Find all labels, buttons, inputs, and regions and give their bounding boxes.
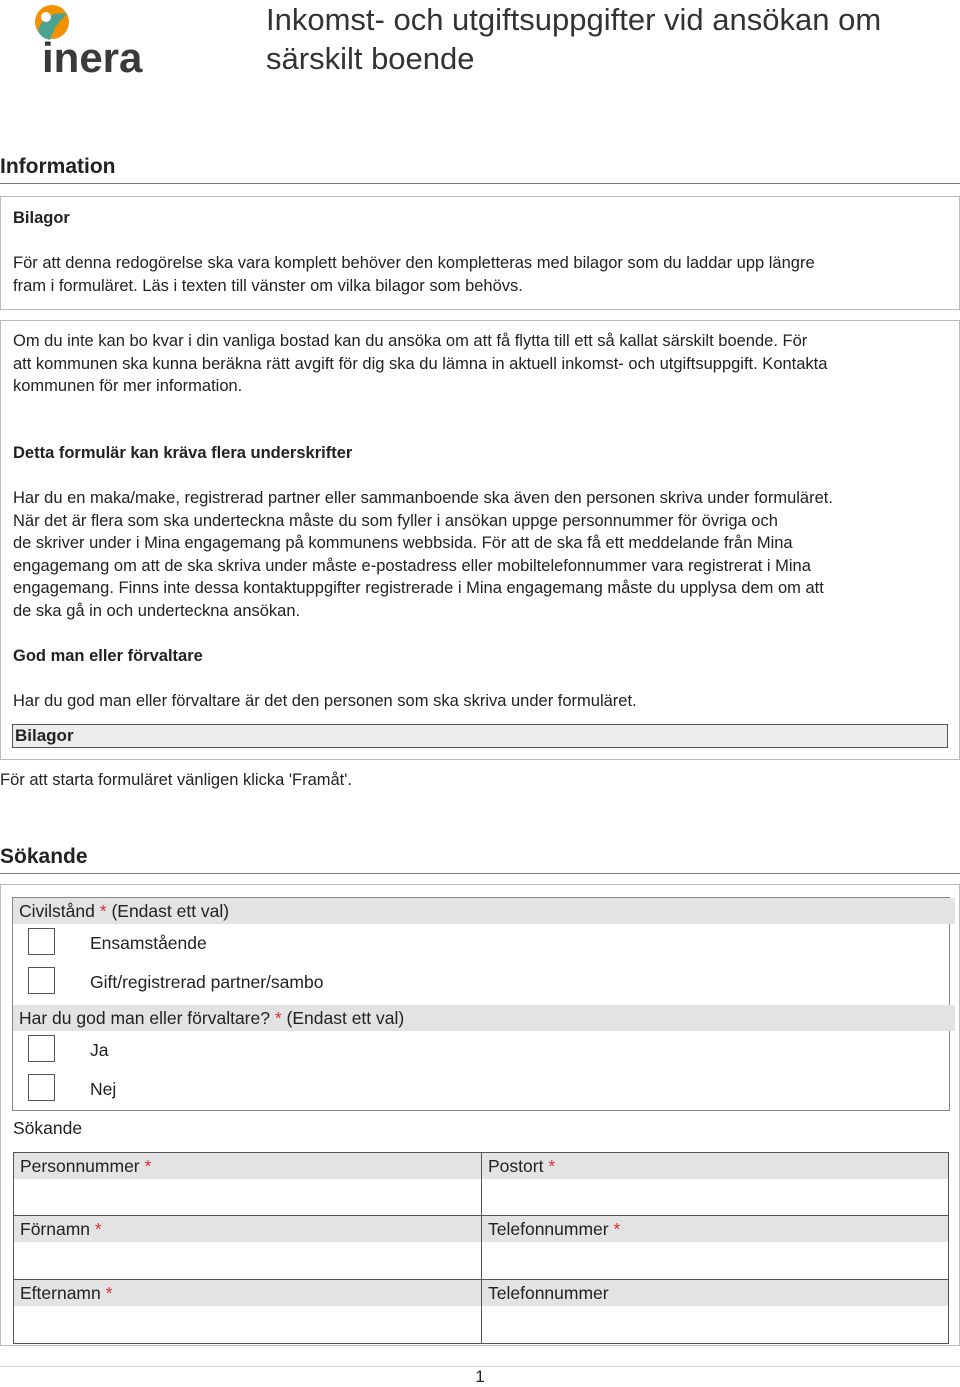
telefonnummer-optional-label xyxy=(482,1280,948,1306)
personnummer-label xyxy=(14,1153,481,1179)
guardian-question-label: Har du god man eller förvaltare? xyxy=(19,1008,270,1028)
required-marker: * xyxy=(613,1219,621,1239)
telefonnummer-optional-field[interactable] xyxy=(481,1279,949,1344)
fornamn-label-text: Förnamn xyxy=(20,1219,91,1239)
signatures-line-3: de skriver under i Mina engagemang på kommunens webbsida. För att de ska få ett meddelande från Mina xyxy=(13,534,793,552)
applicant-heading: Sökande xyxy=(0,845,88,868)
guardian-question xyxy=(13,1005,955,1031)
telefonnummer-required-field[interactable] xyxy=(481,1215,949,1280)
personnummer-input[interactable] xyxy=(14,1179,481,1215)
logo-text: inera xyxy=(42,34,143,76)
bilagor-line-2: fram i formuläret. Läs i texten till vänster om vilka bilagor som behövs. xyxy=(13,276,523,295)
bilagor-box-title: Bilagor xyxy=(13,209,70,227)
required-marker: * xyxy=(105,1283,113,1303)
postort-label xyxy=(482,1153,948,1179)
information-content-box xyxy=(0,320,960,760)
guardian-option-yes-label: Ja xyxy=(90,1040,109,1060)
information-divider xyxy=(0,183,960,184)
bilagor-line-1: För att denna redogörelse ska vara komplett behöver den kompletteras med bilagor som du laddar upp längre xyxy=(13,254,815,272)
document-title-line2: särskilt boende xyxy=(266,41,475,76)
intro-line-3: kommunen för mer information. xyxy=(13,377,243,395)
signatures-line-6: de ska gå in och underteckna ansökan. xyxy=(13,601,301,620)
signatures-line-4: engagemang om att de ska skriva under måste e-postadress eller mobiltelefonnummer vara registrerat i Mina xyxy=(13,556,811,575)
bilagor-info-box xyxy=(0,196,960,310)
signatures-line-5: engagemang. Finns inte dessa kontaktuppgifter registrerade i Mina engagemang måste du upplysa dem om att xyxy=(13,579,824,597)
required-marker: * xyxy=(99,901,107,921)
page-number: 1 xyxy=(475,1367,485,1386)
efternamn-label xyxy=(14,1280,481,1306)
civil-status-hint: (Endast ett val) xyxy=(111,901,230,921)
required-marker: * xyxy=(144,1156,152,1176)
information-heading: Information xyxy=(0,155,116,178)
signatures-line-1: Har du en maka/make, registrerad partner eller sammanboende ska även den personen skriva under formuläret. xyxy=(13,489,833,507)
efternamn-field[interactable] xyxy=(13,1279,482,1344)
intro-line-2: att kommunen ska kunna beräkna rätt avgift för dig ska du lämna in aktuell inkomst- och utgiftsuppgift. Kontakta xyxy=(13,354,828,373)
start-instruction: För att starta formuläret vänligen klicka 'Framåt'. xyxy=(0,771,353,789)
guardian-question-hint: (Endast ett val) xyxy=(286,1008,405,1028)
required-marker: * xyxy=(94,1219,102,1239)
telefonnummer-optional-input[interactable] xyxy=(482,1306,948,1342)
guardian-heading: God man eller förvaltare xyxy=(13,647,203,665)
postort-input[interactable] xyxy=(482,1179,948,1215)
fornamn-input[interactable] xyxy=(14,1242,481,1278)
radio-group-box xyxy=(12,897,950,1111)
intro-line-1: Om du inte kan bo kvar i din vanliga bostad kan du ansöka om att få flytta till ett så kallat särskilt boende. För xyxy=(13,332,808,350)
civil-status-label: Civilstånd xyxy=(19,901,95,921)
applicant-form-box xyxy=(0,884,960,1346)
applicant-fields-grid xyxy=(13,1152,949,1344)
bilagor-section-bar[interactable]: Bilagor xyxy=(12,724,948,748)
civil-status-option-married-checkbox[interactable] xyxy=(28,967,55,994)
telefonnummer-optional-label-text: Telefonnummer xyxy=(488,1283,609,1303)
efternamn-label-text: Efternamn xyxy=(20,1283,101,1303)
postort-field[interactable] xyxy=(481,1152,949,1216)
telefonnummer-required-label xyxy=(482,1216,948,1242)
fornamn-field[interactable] xyxy=(13,1215,482,1280)
civil-status-question xyxy=(13,898,955,924)
telefonnummer-required-input[interactable] xyxy=(482,1242,948,1278)
fornamn-label xyxy=(14,1216,481,1242)
personnummer-field[interactable] xyxy=(13,1152,482,1216)
intro-paragraph xyxy=(13,330,953,398)
inera-logo xyxy=(32,2,156,76)
guardian-option-yes-checkbox[interactable] xyxy=(28,1035,55,1062)
document-title-line1: Inkomst- och utgiftsuppgifter vid ansökan om xyxy=(266,2,882,37)
signatures-line-2: När det är flera som ska underteckna måste du som fyller i ansökan uppge personnummer för övriga och xyxy=(13,511,778,530)
postort-label-text: Postort xyxy=(488,1156,544,1176)
guardian-text: Har du god man eller förvaltare är det den personen som ska skriva under formuläret. xyxy=(13,692,637,710)
guardian-option-no-label: Nej xyxy=(90,1079,117,1099)
signatures-paragraph xyxy=(13,487,953,622)
civil-status-option-married-label: Gift/registrerad partner/sambo xyxy=(90,972,324,992)
applicant-divider xyxy=(0,873,960,874)
applicant-group-label: Sökande xyxy=(13,1118,83,1138)
telefonnummer-label-text: Telefonnummer xyxy=(488,1219,609,1239)
personnummer-label-text: Personnummer xyxy=(20,1156,140,1176)
bilagor-box-text xyxy=(13,252,953,297)
document-title xyxy=(266,0,956,78)
inera-logo-mark xyxy=(32,2,156,76)
required-marker: * xyxy=(548,1156,556,1176)
efternamn-input[interactable] xyxy=(14,1306,481,1342)
signatures-heading: Detta formulär kan kräva flera underskrifter xyxy=(13,444,353,462)
guardian-option-no-checkbox[interactable] xyxy=(28,1074,55,1101)
civil-status-option-single-checkbox[interactable] xyxy=(28,928,55,955)
required-marker: * xyxy=(274,1008,282,1028)
civil-status-option-single-label: Ensamstående xyxy=(90,933,207,953)
